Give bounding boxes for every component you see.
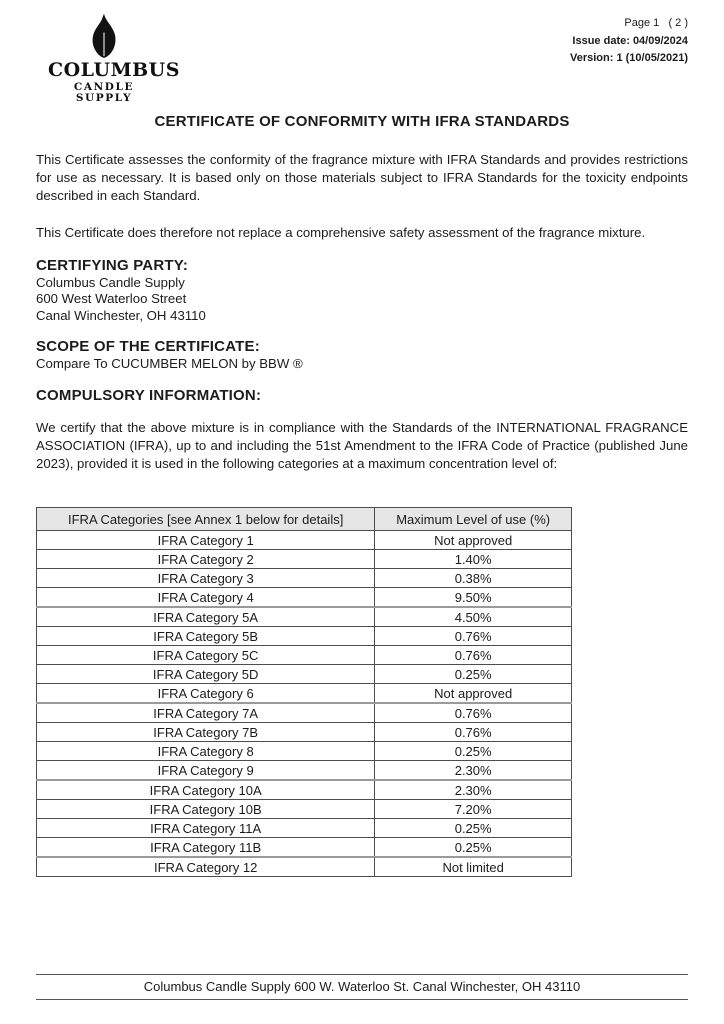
max-level-cell: 1.40% [375,550,572,569]
max-level-cell: 0.76% [375,723,572,742]
compulsory-text: We certify that the above mixture is in compliance with the Standards of the INTERNATIONAL FRAGRANCE ASSOCIATION (IFRA), up to and including the 51st Amendment to the IFRA Code of Practice (published June 2023), provided it is used in the following categories at a maximum concentration level of: [36,419,688,472]
max-level-cell: 2.30% [375,761,572,781]
category-cell: IFRA Category 10A [37,780,375,800]
intro-paragraph-1: This Certificate assesses the conformity of the fragrance mixture with IFRA Standards and provides restrictions for use as necessary. It is based only on those materials subject to IFRA Standards for the toxicity endpoints described in each Standard. [36,152,688,204]
compulsory-heading: COMPULSORY INFORMATION: [36,386,262,404]
page-header [36,13,688,103]
table-row [37,588,572,608]
logo-name: COLUMBUS [48,59,180,81]
max-level-cell: 0.25% [375,665,572,684]
category-cell: IFRA Category 11A [37,819,375,838]
category-cell: IFRA Category 1 [37,531,375,550]
category-cell: IFRA Category 5B [37,627,375,646]
max-level-cell: 0.76% [375,703,572,723]
footer-text: Columbus Candle Supply 600 W. Waterloo St. Canal Winchester, OH 43110 [143,979,581,994]
category-cell: IFRA Category 6 [37,684,375,704]
max-level-cell: 0.38% [375,569,572,588]
table-row [37,531,572,550]
table-row [37,684,572,704]
max-level-cell: Not approved [375,684,572,704]
address-line-company: Columbus Candle Supply [36,274,185,290]
table-row [37,819,572,838]
table-header-categories: IFRA Categories [see Annex 1 below for details] [37,508,375,531]
max-level-cell: 9.50% [375,588,572,608]
intro-paragraph-2: This Certificate does therefore not replace a comprehensive safety assessment of the fragrance mixture. [36,224,646,240]
address-line-city: Canal Winchester, OH 43110 [36,307,206,323]
company-logo [48,13,180,104]
max-level-cell: 4.50% [375,607,572,627]
category-cell: IFRA Category 7B [37,723,375,742]
category-cell: IFRA Category 5D [37,665,375,684]
table-row [37,742,572,761]
max-level-cell: Not approved [375,531,572,550]
category-cell: IFRA Category 7A [37,703,375,723]
table-row [37,780,572,800]
category-cell: IFRA Category 3 [37,569,375,588]
table-header-max-level: Maximum Level of use (%) [375,508,572,531]
category-cell: IFRA Category 12 [37,857,375,877]
ifra-table [36,507,572,877]
ifra-table-body [37,531,572,877]
document-meta [570,13,688,68]
table-row [37,723,572,742]
max-level-cell: Not limited [375,857,572,877]
max-level-cell: 0.76% [375,627,572,646]
category-cell: IFRA Category 9 [37,761,375,781]
table-header-row [37,508,572,531]
max-level-cell: 0.76% [375,646,572,665]
category-cell: IFRA Category 4 [37,588,375,608]
table-row [37,665,572,684]
category-cell: IFRA Category 8 [37,742,375,761]
category-cell: IFRA Category 5C [37,646,375,665]
table-row [37,646,572,665]
page-number: Page 1 ( 2 ) [624,17,688,29]
page-footer [36,974,688,1000]
certifying-party-address [36,275,688,323]
category-cell: IFRA Category 5A [37,607,375,627]
document-title: CERTIFICATE OF CONFORMITY WITH IFRA STANDARDS [154,113,570,130]
table-row [37,550,572,569]
max-level-cell: 2.30% [375,780,572,800]
version-label: Version: 1 (10/05/2021) [569,52,688,65]
scope-heading: SCOPE OF THE CERTIFICATE: [36,338,260,356]
certifying-party-heading: CERTIFYING PARTY: [36,256,189,274]
category-cell: IFRA Category 11B [37,838,375,858]
category-cell: IFRA Category 10B [37,800,375,819]
flame-icon [82,13,126,59]
table-row [37,569,572,588]
max-level-cell: 0.25% [375,819,572,838]
table-row [37,703,572,723]
max-level-cell: 0.25% [375,742,572,761]
table-row [37,857,572,877]
address-line-street: 600 West Waterloo Street [36,291,187,307]
table-row [37,627,572,646]
max-level-cell: 0.25% [375,838,572,858]
max-level-cell: 7.20% [375,800,572,819]
category-cell: IFRA Category 2 [37,550,375,569]
issue-date: Issue date: 04/09/2024 [572,34,688,47]
table-row [37,800,572,819]
table-row [37,761,572,781]
scope-value: Compare To CUCUMBER MELON by BBW ® [36,356,303,372]
table-row [37,838,572,858]
logo-subtitle: CANDLE SUPPLY [73,81,135,104]
table-row [37,607,572,627]
